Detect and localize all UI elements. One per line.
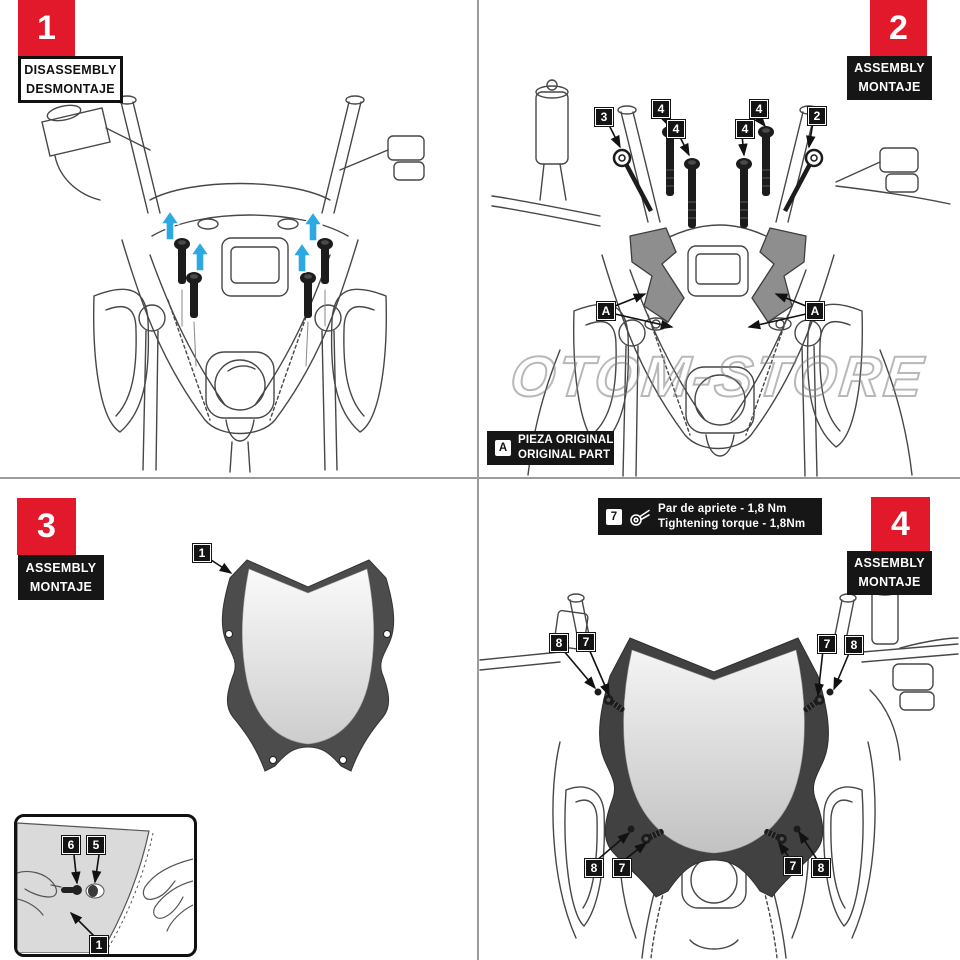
panel2-brackets	[630, 228, 806, 322]
step-number-3: 3	[17, 498, 76, 555]
part-7-icon: 7	[606, 509, 622, 525]
callout-8: 8	[812, 859, 830, 877]
callout-4: 4	[736, 120, 754, 138]
callout-7: 7	[784, 857, 802, 875]
step2-title-es: MONTAJE	[858, 80, 921, 94]
callout-5: 5	[87, 836, 105, 854]
callout-7: 7	[577, 633, 595, 651]
callout-3: 3	[595, 108, 613, 126]
step1-title-en: DISASSEMBLY	[24, 62, 117, 77]
callout-8: 8	[845, 636, 863, 654]
panel1-motorcycle-art	[42, 96, 424, 472]
wrench-icon	[629, 507, 651, 527]
watermark: OTOM-STORE	[507, 345, 929, 409]
callout-8: 8	[585, 859, 603, 877]
torque-line-en: Tightening torque - 1,8Nm	[658, 517, 806, 530]
panel2-eyelet-brackets	[626, 164, 810, 211]
panel2-motorcycle-art	[492, 80, 950, 476]
step2-title-en: ASSEMBLY	[854, 61, 925, 76]
step-number-1: 1	[18, 0, 75, 56]
callout-A: A	[597, 302, 615, 320]
callout-1: 1	[193, 544, 211, 562]
callout-2: 2	[808, 107, 826, 125]
panel-divider-vertical	[477, 0, 479, 960]
panel-divider-horizontal	[0, 477, 960, 479]
step3-title-es: MONTAJE	[29, 579, 93, 594]
part-a-icon: A	[495, 440, 511, 456]
step-number-4: 4	[871, 497, 930, 552]
callout-8: 8	[550, 634, 568, 652]
step4-title-es: MONTAJE	[858, 575, 921, 589]
callout-6: 6	[62, 836, 80, 854]
original-part-line-es: PIEZA ORIGINAL	[518, 434, 614, 447]
step-label-3	[18, 555, 104, 600]
step-number-2: 2	[870, 0, 927, 56]
callout-1: 1	[90, 936, 108, 954]
torque-line-es: Par de apriete - 1,8 Nm	[658, 502, 787, 515]
callout-4: 4	[750, 100, 768, 118]
step1-title-es: DESMONTAJE	[26, 81, 115, 96]
callout-4: 4	[652, 100, 670, 118]
original-part-line-en: ORIGINAL PART	[518, 449, 611, 461]
step-label-1	[18, 56, 123, 103]
step-label-2	[847, 56, 932, 100]
torque-note	[598, 498, 822, 535]
callout-7: 7	[818, 635, 836, 653]
callout-7: 7	[613, 859, 631, 877]
panel2-bolts	[662, 126, 774, 228]
step4-title-en: ASSEMBLY	[854, 556, 925, 571]
callout-A: A	[806, 302, 824, 320]
step-label-4	[847, 551, 932, 595]
panel3-windscreen	[208, 558, 394, 771]
callout-4: 4	[667, 120, 685, 138]
grommet-detail-inset	[14, 814, 197, 957]
panel4-windscreen	[600, 638, 829, 897]
original-part-note	[487, 431, 614, 465]
step3-title-en: ASSEMBLY	[25, 560, 97, 575]
inset-art	[17, 817, 193, 953]
